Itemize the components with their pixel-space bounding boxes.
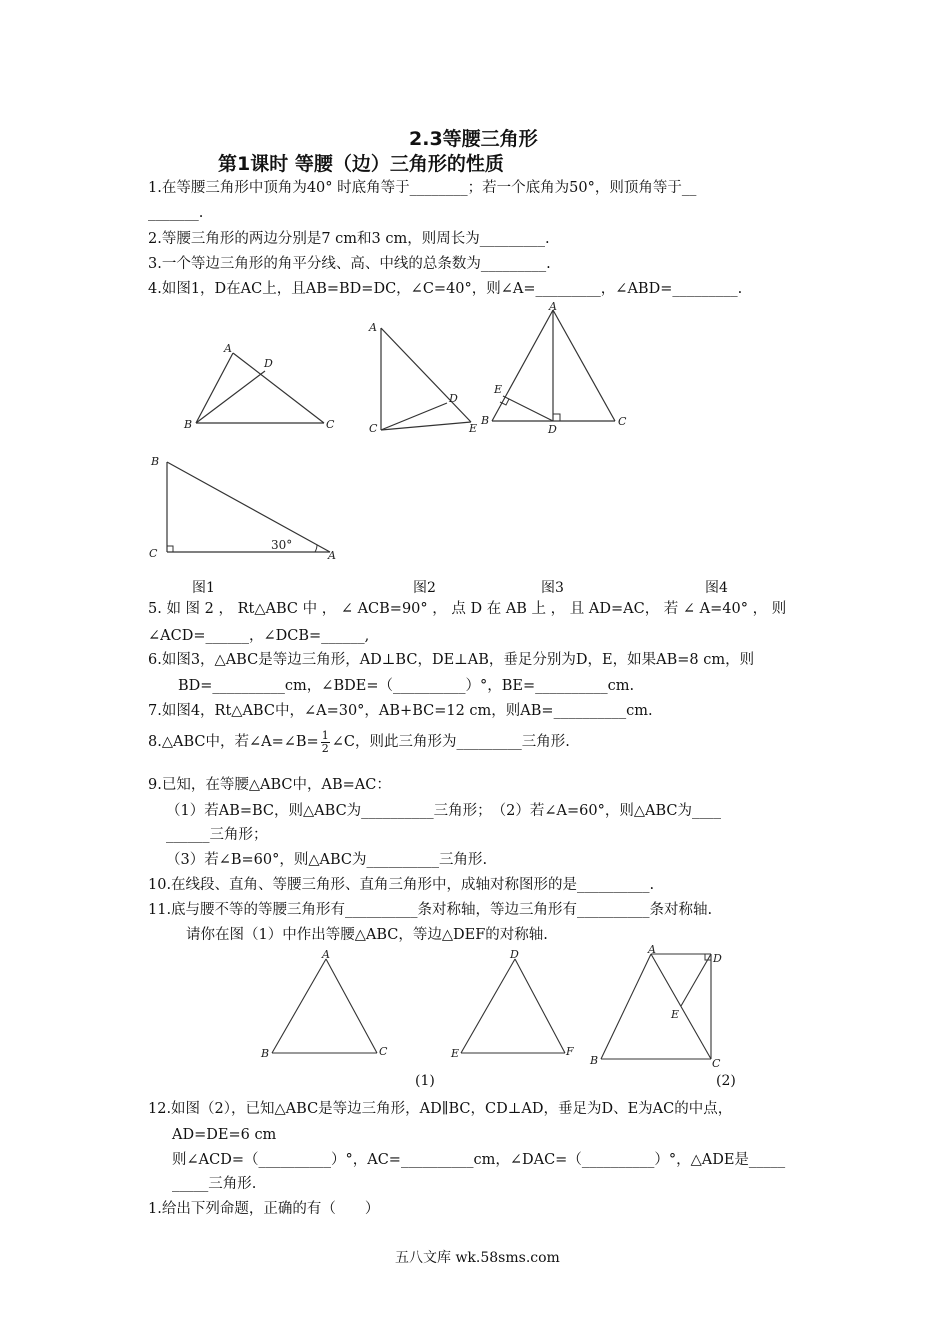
quad-label-a: A (648, 943, 656, 956)
fig2-label-c: C (369, 422, 378, 435)
question-11-line-1: 11.底与腰不等的等腰三角形有__________条对称轴，等边三角形有__________条对称轴. (148, 902, 713, 918)
fig3-label-a: A (549, 300, 557, 313)
extra-question: 1.给出下列命题，正确的有（ ） (148, 1201, 380, 1217)
def-label-d: D (510, 948, 519, 961)
question-8-before: 8.△ABC中，若∠A=∠B= (148, 734, 319, 750)
question-8-after: ∠C，则此三角形为_________三角形. (331, 734, 570, 750)
fig2-label-d: D (449, 392, 458, 405)
question-4: 4.如图1，D在AC上，且AB=BD=DC，∠C=40°，则∠A=_________，∠ABD=_________. (148, 281, 743, 297)
question-10: 10.在线段、直角、等腰三角形、直角三角形中，成轴对称图形的是__________. (148, 877, 655, 893)
question-7: 7.如图4，Rt△ABC中，∠A=30°，AB+BC=12 cm，则AB=__________cm. (148, 703, 653, 719)
caption-figure-1: (1) (415, 1073, 435, 1089)
figure-2 (365, 318, 485, 436)
question-9-intro: 9.已知，在等腰△ABC中，AB=AC： (148, 777, 391, 793)
page-subtitle: 第1课时 等腰（边）三角形的性质 (218, 153, 504, 175)
question-12-line-3: 则∠ACD=（__________）°，AC=__________cm，∠DAC=（__________）°，△ADE是_____ (172, 1152, 786, 1168)
question-11-line-2: 请你在图（1）中作出等腰△ABC，等边△DEF的对称轴. (186, 927, 548, 943)
figure-triangle-abc (258, 946, 398, 1061)
fig1-label-d: D (264, 357, 273, 370)
caption-fig-3: 图3 (541, 580, 564, 596)
fig4-label-c: C (149, 547, 158, 560)
abc-label-c: C (379, 1045, 388, 1058)
figure-1 (180, 335, 340, 435)
fig1-label-c: C (326, 418, 335, 431)
question-12-line-1: 12.如图（2），已知△ABC是等边三角形，AD∥BC，CD⊥AD，垂足为D、E为AC的中点， (148, 1101, 733, 1117)
question-6-line-1: 6.如图3，△ABC是等边三角形，AD⊥BC，DE⊥AB，垂足分别为D，E，如果AB=8 cm，则 (148, 652, 755, 668)
fig3-label-b: B (481, 414, 490, 427)
abc-label-b: B (261, 1047, 270, 1060)
abc-label-a: A (322, 948, 330, 961)
question-3: 3.一个等边三角形的角平分线、高、中线的总条数为_________. (148, 256, 551, 272)
question-9-part-1: （1）若AB=BC，则△ABC为__________三角形； （2）若∠A=60°，则△ABC为____ (166, 803, 721, 819)
figure-equilateral-with-d-e (587, 940, 737, 1070)
fig3-label-e: E (494, 383, 503, 396)
fig4-angle-label: 30° (271, 538, 293, 552)
fig1-label-b: B (184, 418, 193, 431)
question-9-part-1b: ______三角形； (166, 827, 268, 843)
fig4-label-a: A (328, 549, 336, 562)
question-2: 2.等腰三角形的两边分别是7 cm和3 cm，则周长为_________. (148, 231, 550, 247)
question-12-line-2: AD=DE=6 cm (172, 1127, 277, 1143)
figure-triangle-def (447, 946, 582, 1061)
question-8 (148, 728, 570, 756)
fig3-label-d: D (548, 423, 557, 436)
caption-figure-2: (2) (716, 1073, 736, 1089)
question-12-line-4: _____三角形. (172, 1176, 257, 1192)
question-9-part-3: （3）若∠B=60°，则△ABC为__________三角形. (166, 852, 488, 868)
question-5-line-2: ∠ACD=______，∠DCB=______, (148, 628, 370, 644)
fig1-label-a: A (224, 342, 232, 355)
figure-3 (478, 298, 633, 438)
quad-label-d: D (713, 952, 722, 965)
question-1-line-1: 1.在等腰三角形中顶角为40° 时底角等于________；若一个底角为50°，则顶角等于__ (148, 180, 697, 196)
page-title: 2.3等腰三角形 (409, 128, 538, 150)
fig2-label-e: E (469, 422, 478, 435)
caption-fig-2: 图2 (413, 580, 436, 596)
question-6-line-2: BD=__________cm，∠BDE=（__________）°，BE=__________cm. (178, 678, 635, 694)
footer-watermark: 五八文库 wk.58sms.com (395, 1250, 560, 1266)
quad-label-b: B (590, 1054, 599, 1067)
fraction-one-half: $\frac{1}{2}$ (321, 728, 329, 755)
quad-label-e: E (671, 1008, 680, 1021)
caption-fig-4: 图4 (705, 580, 728, 596)
def-label-e: E (451, 1047, 460, 1060)
fig3-label-c: C (618, 415, 627, 428)
fig4-label-b: B (151, 455, 160, 468)
question-1-line-2: _______. (148, 205, 204, 221)
caption-fig-1: 图1 (192, 580, 215, 596)
fig2-label-a: A (369, 321, 377, 334)
quad-label-c: C (712, 1057, 721, 1070)
def-label-f: F (566, 1045, 574, 1058)
figure-4 (145, 450, 345, 565)
question-5-line-1: 5. 如 图 2 ， Rt△ABC 中 ， ∠ ACB=90° ， 点 D 在 AB 上 ， 且 AD=AC， 若 ∠ A=40° ， 则 (148, 601, 787, 617)
